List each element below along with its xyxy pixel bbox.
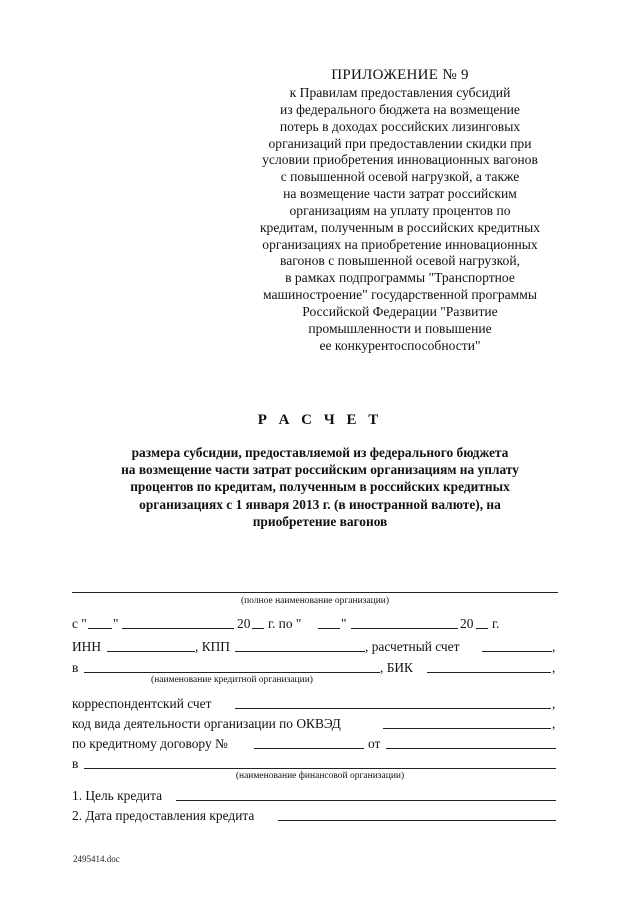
loan-agreement-number-field[interactable]: [254, 748, 364, 749]
row-comma: ,: [552, 639, 556, 654]
appendix-line: ее конкурентоспособности": [319, 337, 481, 353]
account-label: , расчетный счет: [365, 639, 460, 654]
appendix-line: организаций при предоставлении скидки при: [268, 135, 532, 151]
okved-row: [72, 715, 558, 733]
bik-field[interactable]: [427, 672, 551, 673]
appendix-line: в рамках подпрограммы "Транспортное: [285, 270, 515, 286]
period-from-year-field[interactable]: [252, 628, 264, 629]
document-subtitle: [80, 444, 560, 530]
period-to-year-field[interactable]: [476, 628, 488, 629]
period-from-prefix: с ": [72, 616, 87, 631]
appendix-line: из федерального бюджета на возмещение: [280, 101, 520, 117]
period-year-suffix-2: г.: [492, 616, 500, 631]
loan-agreement-row: [72, 735, 558, 753]
financial-org-field[interactable]: [84, 768, 556, 769]
subtitle-line: размера субсидии, предоставляемой из федерального бюджета: [131, 445, 509, 460]
corr-account-row: [72, 695, 558, 713]
loan-purpose-field[interactable]: [176, 800, 556, 801]
inn-field[interactable]: [107, 651, 195, 652]
period-to-day-field[interactable]: [318, 628, 340, 629]
organization-name-field[interactable]: [72, 592, 558, 593]
financial-org-caption: (наименование финансовой организации): [235, 771, 405, 781]
loan-date-label: 2. Дата предоставления кредита: [72, 808, 255, 823]
subtitle-line: на возмещение части затрат российским организациям на уплату: [121, 462, 519, 478]
kpp-field[interactable]: [235, 651, 365, 652]
period-to-month-field[interactable]: [351, 628, 458, 629]
appendix-line: вагонов с повышенной осевой нагрузкой,: [280, 253, 520, 269]
appendix-line: Российской Федерации "Развитие: [302, 303, 498, 319]
appendix-line: промышленности и повышение: [308, 320, 492, 336]
bank-name-caption: (наименование кредитной организации): [151, 675, 313, 685]
loan-agreement-from-label: от: [368, 736, 381, 751]
appendix-header: [250, 67, 550, 355]
period-year-suffix: г. по ": [268, 616, 302, 631]
subtitle-line: процентов по кредитам, полученным в российских кредитных: [130, 479, 510, 495]
loan-purpose-label: 1. Цель кредита: [72, 788, 163, 803]
appendix-line: с повышенной осевой нагрузкой, а также: [280, 169, 520, 185]
appendix-line: кредитам, полученным в российских кредитных: [259, 219, 541, 235]
appendix-line: на возмещение части затрат российским: [283, 186, 517, 202]
appendix-line: машиностроение" государственной программы: [262, 287, 538, 303]
loan-purpose-row: [72, 787, 558, 805]
appendix-line: потерь в доходах российских лизинговых: [279, 118, 521, 134]
appendix-line: организациям на уплату процентов по: [289, 202, 511, 218]
row-comma: ,: [552, 696, 556, 711]
period-year-prefix-2: 20: [460, 616, 474, 631]
account-field[interactable]: [482, 651, 552, 652]
appendix-title: ПРИЛОЖЕНИЕ № 9: [331, 67, 469, 83]
financial-org-in-label: в: [72, 756, 79, 771]
row-comma: ,: [552, 660, 556, 675]
inn-row: [72, 638, 558, 656]
loan-date-field[interactable]: [278, 820, 556, 821]
bank-in-label: в: [72, 660, 79, 675]
loan-agreement-date-field[interactable]: [386, 748, 556, 749]
period-quote-close: ": [113, 616, 119, 631]
period-quote-close-2: ": [341, 616, 347, 631]
period-row: [72, 615, 558, 633]
bik-label: , БИК: [380, 660, 413, 675]
appendix-body: [250, 85, 550, 355]
loan-agreement-label: по кредитному договору №: [72, 736, 228, 751]
loan-date-row: [72, 807, 558, 825]
okved-label: код вида деятельности организации по ОКВЭД: [72, 716, 341, 731]
corr-account-field[interactable]: [235, 708, 551, 709]
corr-account-label: корреспондентский счет: [72, 696, 212, 711]
row-comma: ,: [552, 716, 556, 731]
organization-name-caption: (полное наименование организации): [240, 596, 390, 606]
period-from-month-field[interactable]: [122, 628, 234, 629]
bank-name-field[interactable]: [84, 672, 380, 673]
okved-field[interactable]: [383, 728, 551, 729]
document-title: Р А С Ч Е Т: [257, 412, 383, 428]
inn-label: ИНН: [72, 639, 102, 654]
period-from-day-field[interactable]: [88, 628, 112, 629]
subtitle-line: приобретение вагонов: [252, 513, 388, 529]
subtitle-line: организациях с 1 января 2013 г. (в иностранной валюте), на: [139, 496, 501, 512]
appendix-line: организациях на приобретение инновационных: [262, 236, 538, 252]
period-year-prefix: 20: [237, 616, 251, 631]
kpp-label: , КПП: [195, 639, 230, 654]
appendix-line: условии приобретения инновационных вагонов: [262, 152, 538, 168]
footer-filename: 2495414.doc: [73, 854, 120, 864]
appendix-line: к Правилам предоставления субсидий: [289, 85, 511, 100]
